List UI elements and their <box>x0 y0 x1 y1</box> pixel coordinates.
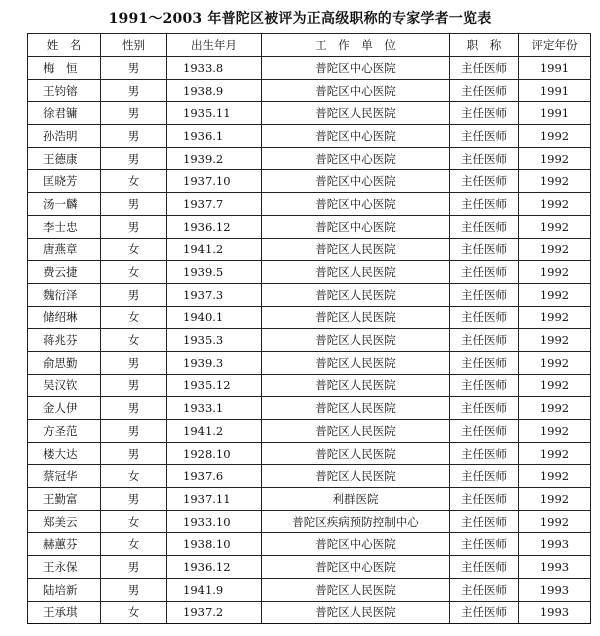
header-gender: 性别 <box>101 34 167 57</box>
expert-roster-table <box>27 33 591 624</box>
table-row <box>28 283 591 306</box>
cell-title: 主任医师 <box>450 79 519 102</box>
table-row <box>28 465 591 488</box>
cell-birth: 1933.8 <box>167 57 262 80</box>
table-header <box>28 34 591 57</box>
table-row <box>28 170 591 193</box>
cell-title: 主任医师 <box>450 397 519 420</box>
cell-work-unit: 普陀区人民医院 <box>262 351 450 374</box>
cell-birth: 1937.6 <box>167 465 262 488</box>
cell-gender: 女 <box>101 170 167 193</box>
cell-gender: 女 <box>101 261 167 284</box>
cell-birth: 1937.10 <box>167 170 262 193</box>
table-row <box>28 488 591 511</box>
cell-gender: 男 <box>101 420 167 443</box>
cell-year: 1992 <box>519 215 591 238</box>
cell-birth: 1936.12 <box>167 215 262 238</box>
cell-title: 主任医师 <box>450 329 519 352</box>
table-row <box>28 102 591 125</box>
cell-birth: 1933.10 <box>167 510 262 533</box>
cell-birth: 1937.2 <box>167 601 262 624</box>
cell-gender: 女 <box>101 329 167 352</box>
cell-name: 王承琪 <box>28 601 101 624</box>
cell-work-unit: 普陀区人民医院 <box>262 261 450 284</box>
cell-gender: 男 <box>101 556 167 579</box>
header-title: 职 称 <box>450 34 519 57</box>
cell-gender: 男 <box>101 193 167 216</box>
cell-year: 1992 <box>519 170 591 193</box>
cell-gender: 男 <box>101 102 167 125</box>
cell-birth: 1937.3 <box>167 283 262 306</box>
cell-title: 主任医师 <box>450 533 519 556</box>
cell-year: 1992 <box>519 397 591 420</box>
cell-name: 唐燕章 <box>28 238 101 261</box>
cell-year: 1993 <box>519 578 591 601</box>
cell-year: 1993 <box>519 601 591 624</box>
cell-birth: 1936.12 <box>167 556 262 579</box>
cell-gender: 男 <box>101 578 167 601</box>
cell-year: 1992 <box>519 147 591 170</box>
cell-title: 主任医师 <box>450 578 519 601</box>
cell-year: 1991 <box>519 79 591 102</box>
cell-title: 主任医师 <box>450 283 519 306</box>
cell-work-unit: 普陀区中心医院 <box>262 556 450 579</box>
table-body <box>28 57 591 624</box>
cell-title: 主任医师 <box>450 306 519 329</box>
cell-gender: 男 <box>101 283 167 306</box>
cell-name: 蔡冠华 <box>28 465 101 488</box>
table-row <box>28 442 591 465</box>
cell-gender: 男 <box>101 442 167 465</box>
cell-gender: 男 <box>101 397 167 420</box>
cell-birth: 1939.5 <box>167 261 262 284</box>
cell-name: 方圣范 <box>28 420 101 443</box>
cell-work-unit: 普陀区中心医院 <box>262 215 450 238</box>
cell-title: 主任医师 <box>450 601 519 624</box>
cell-year: 1992 <box>519 193 591 216</box>
cell-year: 1992 <box>519 488 591 511</box>
cell-title: 主任医师 <box>450 193 519 216</box>
header-birth: 出生年月 <box>167 34 262 57</box>
table-row <box>28 215 591 238</box>
cell-birth: 1939.2 <box>167 147 262 170</box>
cell-name: 徐君镛 <box>28 102 101 125</box>
cell-gender: 女 <box>101 510 167 533</box>
cell-year: 1991 <box>519 57 591 80</box>
cell-title: 主任医师 <box>450 488 519 511</box>
table-row <box>28 510 591 533</box>
cell-title: 主任医师 <box>450 465 519 488</box>
table-row <box>28 533 591 556</box>
cell-title: 主任医师 <box>450 57 519 80</box>
table-row <box>28 57 591 80</box>
cell-title: 主任医师 <box>450 215 519 238</box>
cell-work-unit: 普陀区疾病预防控制中心 <box>262 510 450 533</box>
cell-title: 主任医师 <box>450 170 519 193</box>
table-row <box>28 125 591 148</box>
cell-name: 魏衍泽 <box>28 283 101 306</box>
cell-work-unit: 普陀区中心医院 <box>262 79 450 102</box>
cell-work-unit: 普陀区人民医院 <box>262 102 450 125</box>
cell-year: 1992 <box>519 238 591 261</box>
cell-work-unit: 普陀区中心医院 <box>262 533 450 556</box>
cell-birth: 1937.11 <box>167 488 262 511</box>
table-row <box>28 578 591 601</box>
cell-work-unit: 普陀区人民医院 <box>262 442 450 465</box>
cell-birth: 1940.1 <box>167 306 262 329</box>
table-row <box>28 147 591 170</box>
cell-title: 主任医师 <box>450 510 519 533</box>
cell-work-unit: 普陀区人民医院 <box>262 238 450 261</box>
cell-year: 1992 <box>519 420 591 443</box>
cell-work-unit: 普陀区人民医院 <box>262 283 450 306</box>
cell-gender: 女 <box>101 533 167 556</box>
cell-gender: 女 <box>101 465 167 488</box>
cell-work-unit: 普陀区中心医院 <box>262 57 450 80</box>
table-row <box>28 193 591 216</box>
table-row <box>28 601 591 624</box>
table-row <box>28 397 591 420</box>
cell-year: 1992 <box>519 329 591 352</box>
cell-name: 王德康 <box>28 147 101 170</box>
cell-work-unit: 普陀区中心医院 <box>262 170 450 193</box>
cell-work-unit: 普陀区人民医院 <box>262 397 450 420</box>
cell-year: 1993 <box>519 533 591 556</box>
cell-name: 金人伊 <box>28 397 101 420</box>
cell-year: 1992 <box>519 261 591 284</box>
cell-gender: 男 <box>101 57 167 80</box>
cell-name: 吴汉钦 <box>28 374 101 397</box>
cell-title: 主任医师 <box>450 420 519 443</box>
cell-birth: 1937.7 <box>167 193 262 216</box>
cell-name: 费云捷 <box>28 261 101 284</box>
cell-work-unit: 普陀区人民医院 <box>262 578 450 601</box>
cell-work-unit: 普陀区人民医院 <box>262 374 450 397</box>
cell-title: 主任医师 <box>450 556 519 579</box>
cell-gender: 女 <box>101 306 167 329</box>
cell-name: 赫蕙芬 <box>28 533 101 556</box>
cell-birth: 1928.10 <box>167 442 262 465</box>
document-title: 1991～2003 年普陀区被评为正高级职称的专家学者一览表 <box>108 11 492 27</box>
cell-name: 蒋兆芬 <box>28 329 101 352</box>
cell-birth: 1938.10 <box>167 533 262 556</box>
header-year: 评定年份 <box>519 34 591 57</box>
cell-birth: 1941.2 <box>167 238 262 261</box>
cell-work-unit: 普陀区中心医院 <box>262 125 450 148</box>
cell-birth: 1941.9 <box>167 578 262 601</box>
cell-year: 1991 <box>519 102 591 125</box>
cell-gender: 男 <box>101 374 167 397</box>
cell-work-unit: 普陀区中心医院 <box>262 147 450 170</box>
cell-name: 王钧镕 <box>28 79 101 102</box>
cell-gender: 男 <box>101 147 167 170</box>
cell-name: 郑美云 <box>28 510 101 533</box>
cell-name: 楼大达 <box>28 442 101 465</box>
cell-work-unit: 普陀区人民医院 <box>262 601 450 624</box>
table-row <box>28 306 591 329</box>
cell-birth: 1939.3 <box>167 351 262 374</box>
cell-name: 储绍琳 <box>28 306 101 329</box>
table-row <box>28 374 591 397</box>
cell-year: 1992 <box>519 465 591 488</box>
cell-year: 1992 <box>519 125 591 148</box>
cell-gender: 男 <box>101 351 167 374</box>
cell-work-unit: 普陀区人民医院 <box>262 465 450 488</box>
cell-title: 主任医师 <box>450 351 519 374</box>
cell-title: 主任医师 <box>450 102 519 125</box>
header-work-unit: 工 作 单 位 <box>262 34 450 57</box>
cell-title: 主任医师 <box>450 374 519 397</box>
cell-birth: 1941.2 <box>167 420 262 443</box>
cell-birth: 1935.11 <box>167 102 262 125</box>
table-row <box>28 79 591 102</box>
cell-gender: 男 <box>101 79 167 102</box>
cell-name: 梅 恒 <box>28 57 101 80</box>
cell-birth: 1933.1 <box>167 397 262 420</box>
cell-year: 1993 <box>519 556 591 579</box>
cell-name: 李士忠 <box>28 215 101 238</box>
cell-year: 1992 <box>519 351 591 374</box>
cell-work-unit: 普陀区中心医院 <box>262 193 450 216</box>
cell-work-unit: 普陀区人民医院 <box>262 420 450 443</box>
table-row <box>28 556 591 579</box>
cell-name: 匡晓芳 <box>28 170 101 193</box>
cell-title: 主任医师 <box>450 261 519 284</box>
cell-name: 陆培新 <box>28 578 101 601</box>
cell-work-unit: 利群医院 <box>262 488 450 511</box>
cell-title: 主任医师 <box>450 125 519 148</box>
header-row <box>28 34 591 57</box>
cell-year: 1992 <box>519 283 591 306</box>
cell-gender: 男 <box>101 488 167 511</box>
cell-name: 俞思勤 <box>28 351 101 374</box>
table-row <box>28 351 591 374</box>
cell-year: 1992 <box>519 306 591 329</box>
cell-title: 主任医师 <box>450 442 519 465</box>
cell-gender: 女 <box>101 238 167 261</box>
cell-name: 王永保 <box>28 556 101 579</box>
table-row <box>28 261 591 284</box>
cell-year: 1992 <box>519 442 591 465</box>
cell-year: 1992 <box>519 510 591 533</box>
cell-name: 孙浩明 <box>28 125 101 148</box>
cell-work-unit: 普陀区人民医院 <box>262 306 450 329</box>
table-row <box>28 329 591 352</box>
cell-birth: 1935.12 <box>167 374 262 397</box>
cell-gender: 男 <box>101 215 167 238</box>
cell-gender: 女 <box>101 601 167 624</box>
cell-title: 主任医师 <box>450 238 519 261</box>
cell-year: 1992 <box>519 374 591 397</box>
cell-title: 主任医师 <box>450 147 519 170</box>
cell-work-unit: 普陀区人民医院 <box>262 329 450 352</box>
cell-birth: 1935.3 <box>167 329 262 352</box>
cell-birth: 1938.9 <box>167 79 262 102</box>
table-row <box>28 238 591 261</box>
header-name: 姓 名 <box>28 34 101 57</box>
cell-birth: 1936.1 <box>167 125 262 148</box>
cell-name: 王勤富 <box>28 488 101 511</box>
cell-gender: 男 <box>101 125 167 148</box>
table-row <box>28 420 591 443</box>
cell-name: 汤一麟 <box>28 193 101 216</box>
